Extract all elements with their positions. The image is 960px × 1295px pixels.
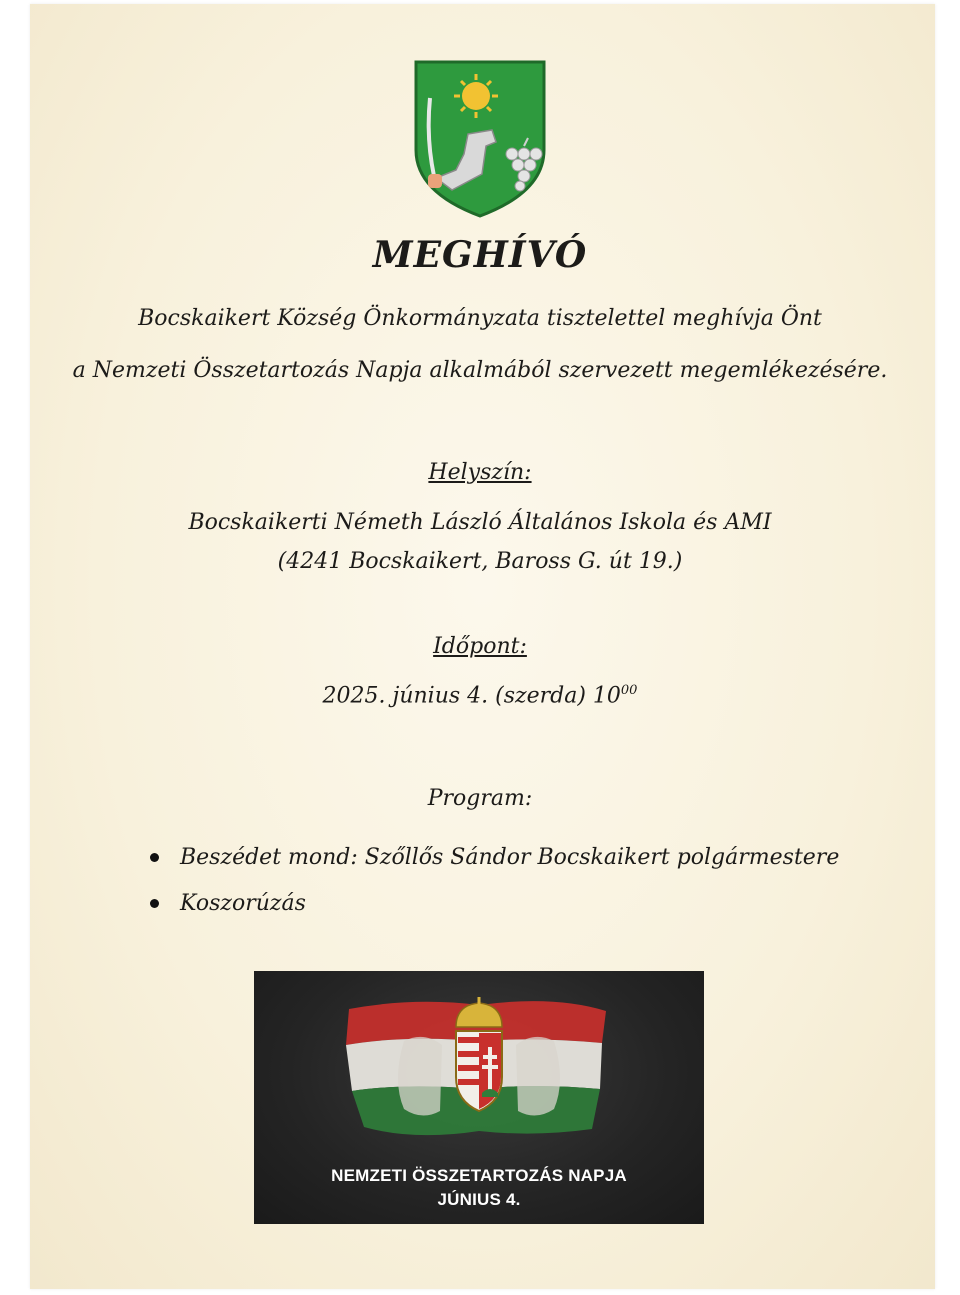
program-item-text: Koszorúzás [180,891,306,916]
bullet-icon [150,853,159,862]
location-label: Helyszín: [428,460,532,485]
list-item [150,838,839,884]
hungarian-coat-of-arms-icon [448,997,510,1117]
intro-line-2: a Nemzeti Összetartozás Napja alkalmából szervezett megemlékezésére. [72,358,888,383]
program-label: Program: [427,786,533,811]
location-line-2: (4241 Bocskaikert, Baross G. út 19.) [277,549,683,574]
commemoration-banner [254,971,704,1224]
page-title: MEGHÍVÓ [372,234,588,276]
bullet-icon [150,899,159,908]
time-value [0,683,960,708]
time-date: 2025. június 4. (szerda) 10 [322,683,621,709]
time-superscript: 00 [620,683,638,698]
list-item [150,884,839,930]
banner-title: NEMZETI ÖSSZETARTOZÁS NAPJA [331,1166,627,1185]
intro-line-1: Bocskaikert Község Önkormányzata tisztelettel meghívja Önt [138,306,822,331]
program-item-text: Beszédet mond: Szőllős Sándor Bocskaikert polgármestere [180,845,840,870]
municipal-coat-of-arms-icon [412,58,548,218]
banner-date: JÚNIUS 4. [437,1190,521,1209]
program-list [150,838,839,930]
time-label: Időpont: [433,634,527,659]
location-line-1: Bocskaikerti Németh László Általános Iskola és AMI [188,510,772,535]
